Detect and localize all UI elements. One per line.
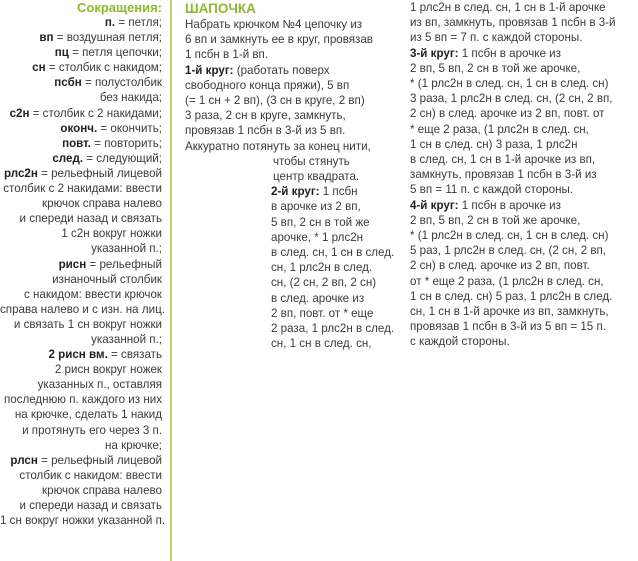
pattern-line-text: * (1 рлс2н в след. сн, 1 сн в след. сн) [410,77,609,91]
pattern-line-text: в арочке из 2 вп, [271,200,361,214]
pattern-line-text: 1 сн в след. сн) 5 раз, 1 рлс2н в след. [410,289,613,303]
pattern-line-text: центр квадрата. [273,170,360,184]
pattern-line [410,61,636,76]
abbreviation-text: без накида; [99,91,162,105]
abbreviation-line [0,392,164,407]
abbreviation-text: = воздушная петля; [53,31,162,45]
abbreviation-term: след. [52,151,84,165]
pattern-line [410,258,636,273]
pattern-line [185,275,400,290]
abbreviation-text: = следующий; [83,151,162,165]
pattern-line-text: Аккуратно потянуть за конец нити, [185,139,371,153]
abbreviation-term: с2н [9,106,30,120]
abbreviation-line [0,106,164,121]
pattern-line-text: сн, (2 сн, 2 вп, 2 сн) [271,276,377,290]
pattern-line-text: от * еще 2 раза, (1 рлс2н в след. сн, [410,274,604,288]
pattern-line [410,152,636,167]
pattern-line [185,93,400,108]
abbreviation-text: указанной п.; [91,332,162,346]
pattern-line [410,46,636,61]
abbreviation-line [0,257,164,272]
abbreviation-line [0,121,164,136]
abbreviation-text: = повторить; [91,136,162,150]
pattern-line-text: в след. сн, 1 сн в след. [271,246,395,260]
abbreviation-text: с накидом: ввести крючок [23,287,162,301]
pattern-line [410,289,636,304]
pattern-line [410,182,636,197]
abbreviation-term: сн [32,61,46,75]
abbreviation-text: крючок справа налево [42,483,162,497]
pattern-line-text: 1 псбн в арочке из [458,198,561,212]
abbreviation-text: = рельефный лицевой [37,166,162,180]
pattern-line-text: с каждой стороны. [410,335,510,349]
abbreviation-line [0,513,164,528]
abbreviation-text: и спереди назад и связать [19,499,162,512]
pattern-column-1 [185,0,400,561]
abbreviation-term: рлс2н [3,166,38,180]
pattern-line-text: 1 сн в след. сн) 3 раза, 1 рлс2н [410,137,578,151]
pattern-title: ШАПОЧКА [185,1,256,16]
abbreviation-text: справа налево и с изн. на лиц. [0,302,165,316]
pattern-line-text: в след. сн, 1 сн в 1-й арочке из вп, [410,153,596,167]
abbreviation-line [0,90,164,105]
pattern-line [185,17,400,32]
abbreviation-text: = связать [107,348,162,362]
pattern-line [185,306,400,321]
round-heading: 4-й круг: [410,198,459,212]
abbreviation-line [0,272,164,287]
pattern-line [185,199,400,214]
pattern-text-1 [185,17,400,351]
abbreviation-line [0,317,164,332]
abbreviation-text: указанной п.; [91,242,162,256]
abbreviation-text: крючок справа налево [42,197,162,211]
abbreviation-text: изнаночный столбик [52,272,162,286]
pattern-line-text: (= 1 сн + 2 вп), (3 сн в круге, 2 вп) [185,94,365,108]
pattern-line [410,167,636,182]
pattern-line [185,78,400,93]
pattern-line [185,260,400,275]
abbreviation-term: псбн [54,76,82,90]
abbreviation-text: на крючке; [105,438,162,452]
pattern-line [185,336,400,351]
abbreviation-text: = рельефный [86,257,162,271]
abbreviation-text: на крючке, сделать 1 накид [14,408,162,422]
abbreviation-line [0,362,164,377]
pattern-line [410,0,636,15]
round-heading: 1-й круг: [185,63,234,77]
abbreviation-line [0,332,164,347]
pattern-line-text: из вп, замкнуть, провязав 1 псбн в 3-й [410,16,616,30]
abbreviation-text: столбик с накидом: ввести [19,468,162,482]
abbreviation-text: 1 с2н вокруг ножки [61,227,162,241]
abbreviation-text: = рельефный лицевой [37,453,162,467]
abbreviation-line [0,483,164,498]
abbreviation-term: рисн [58,257,87,271]
pattern-line-text: Набрать крючком №4 цепочку из [185,18,363,31]
abbreviation-line [0,241,164,256]
pattern-line [410,198,636,213]
abbreviation-line [0,151,164,166]
abbreviation-term: пц [54,46,69,60]
pattern-line-text: провязав 1 псбн в 3-й из 5 вп = 15 п. [410,320,606,334]
pattern-line-text: 1 псбн [319,185,358,199]
pattern-line [185,47,400,62]
pattern-line [410,319,636,334]
pattern-line-text: 3 раза, 1 рлс2н в след. сн, (2 сн, 2 вп, [410,92,613,106]
abbreviation-line [0,211,164,226]
abbreviation-line [0,181,164,196]
abbreviation-text: последнюю п. каждого из них [3,393,162,407]
pattern-line-text: 2 раза, 1 рлс2н в след. [271,322,395,336]
abbreviation-line [0,136,164,151]
pattern-line [185,139,400,154]
pattern-line-text: из 5 вп = 7 п. с каждой стороны. [410,31,583,45]
pattern-line-text: замкнуть, провязав 1 псбн в 3-й из [410,168,597,182]
abbreviation-line [0,196,164,211]
pattern-line [185,108,400,123]
pattern-line-text: сн, 1 рлс2н в след. [271,261,373,275]
pattern-line [410,76,636,91]
pattern-line-text: 2 вп, повт. от * еще [271,306,374,320]
pattern-line-text: арочке, * 1 рлс2н [271,230,364,244]
abbreviation-line [0,453,164,468]
pattern-line [185,32,400,47]
pattern-line [185,245,400,260]
pattern-line [185,215,400,230]
pattern-line-text: 5 вп, 2 сн в той же [271,215,370,229]
pattern-line [410,228,636,243]
pattern-line-text: провязав 1 псбн в 3-й из 5 вп. [185,124,346,138]
pattern-line-text: * еще 2 раза, (1 рлс2н в след. сн, [410,122,589,136]
pattern-line-text: свободного конца пряжи), 5 вп [185,78,350,92]
abbreviation-text: = полустолбик [81,76,162,90]
abbreviation-text: и связать 1 сн вокруг ножки [13,317,162,331]
pattern-line [185,321,400,336]
abbreviation-line [0,60,164,75]
pattern-line [185,230,400,245]
abbreviation-text: 2 рисн вокруг ножек [54,363,162,377]
abbreviation-line [0,166,164,181]
abbreviation-text: и протянуть его через 3 п. [22,423,162,437]
pattern-line [410,122,636,137]
pattern-line [185,154,400,169]
abbreviation-line [0,15,164,30]
abbreviations-list [0,15,164,528]
abbreviation-text: = окончить; [97,121,162,135]
abbreviation-line [0,287,164,302]
abbreviation-line [0,377,164,392]
abbreviation-text: и спереди назад и связать [19,212,162,226]
pattern-line-text: сн, 1 сн в 1-й арочке из вп, замкнуть, [410,305,609,319]
pattern-line [185,169,400,184]
abbreviation-line [0,302,164,317]
pattern-text-2 [410,0,636,350]
abbreviation-line [0,226,164,241]
abbreviations-column [0,0,164,561]
pattern-line [410,91,636,106]
abbreviation-line [0,438,164,453]
pattern-line-text: 6 вп и замкнуть ее в круг, провязав [185,33,373,47]
pattern-line [410,304,636,319]
pattern-line [410,213,636,228]
column-divider [170,0,172,561]
pattern-line [185,291,400,306]
abbreviation-line [0,347,164,362]
abbreviation-line [0,468,164,483]
pattern-line [185,123,400,138]
pattern-line-text: 1 псбн в 1-й вп. [185,48,269,62]
pattern-line-text: * (1 рлс2н в след. сн, 1 сн в след. сн) [410,229,609,243]
pattern-line-text: 1 псбн в арочке из [458,46,561,60]
abbreviation-text: = петля цепочки; [68,46,162,60]
pattern-line-text: 1 рлс2н в след. сн, 1 сн в 1-й арочке [410,1,606,14]
abbreviation-term: повт. [62,136,92,150]
abbreviation-term: рлсн [10,453,38,467]
abbreviation-line [0,423,164,438]
abbreviation-text: = столбик с 2 накидами; [29,106,162,120]
pattern-line [410,137,636,152]
abbreviation-line [0,498,164,513]
abbreviations-heading: Сокращения: [77,0,162,15]
pattern-line-text: (работать поверх [233,63,330,77]
pattern-line-text: 2 вп, 5 вп, 2 сн в той же арочке, [410,213,581,227]
pattern-line [185,184,400,199]
pattern-line-text: 2 вп, 5 вп, 2 сн в той же арочке, [410,61,581,75]
round-heading: 2-й круг: [271,185,320,199]
abbreviation-term: оконч. [60,121,98,135]
abbreviation-text: указанных п., оставляя [37,378,162,392]
pattern-line [410,106,636,121]
abbreviation-line [0,30,164,45]
abbreviation-line [0,407,164,422]
abbreviation-text: столбик с 2 накидами: ввести [3,182,162,196]
abbreviation-line [0,45,164,60]
abbreviation-text: = петля; [115,16,162,29]
abbreviation-text: 1 сн вокруг ножки указанной п. [0,514,166,528]
abbreviation-line [0,75,164,90]
pattern-line-text: в след. арочке из [271,291,365,305]
pattern-line-text: 2 сн) в след. арочке из 2 вп, повт. [410,259,590,273]
pattern-line-text: чтобы стянуть [273,154,350,168]
pattern-column-2 [410,0,636,561]
abbreviation-term: п. [104,16,116,29]
pattern-line-text: 3 раза, 2 сн в круге, замкнуть, [185,109,346,123]
abbreviation-term: вп [39,31,54,45]
abbreviation-text: = столбик с накидом; [45,61,162,75]
pattern-line [410,15,636,30]
pattern-line-text: 2 сн) в след. арочке из 2 вп, повт. от [410,107,605,121]
round-heading: 3-й круг: [410,46,459,60]
pattern-line [410,243,636,258]
pattern-line [410,334,636,349]
pattern-line [410,274,636,289]
pattern-line [410,30,636,45]
abbreviation-term: 2 рисн вм. [48,348,108,362]
pattern-line-text: сн, 1 сн в след. сн, [271,337,372,351]
pattern-line [185,63,400,78]
pattern-line-text: 5 вп = 11 п. с каждой стороны. [410,183,574,197]
pattern-line-text: 5 раз, 1 рлс2н в след. сн, (2 сн, 2 вп, [410,244,607,258]
